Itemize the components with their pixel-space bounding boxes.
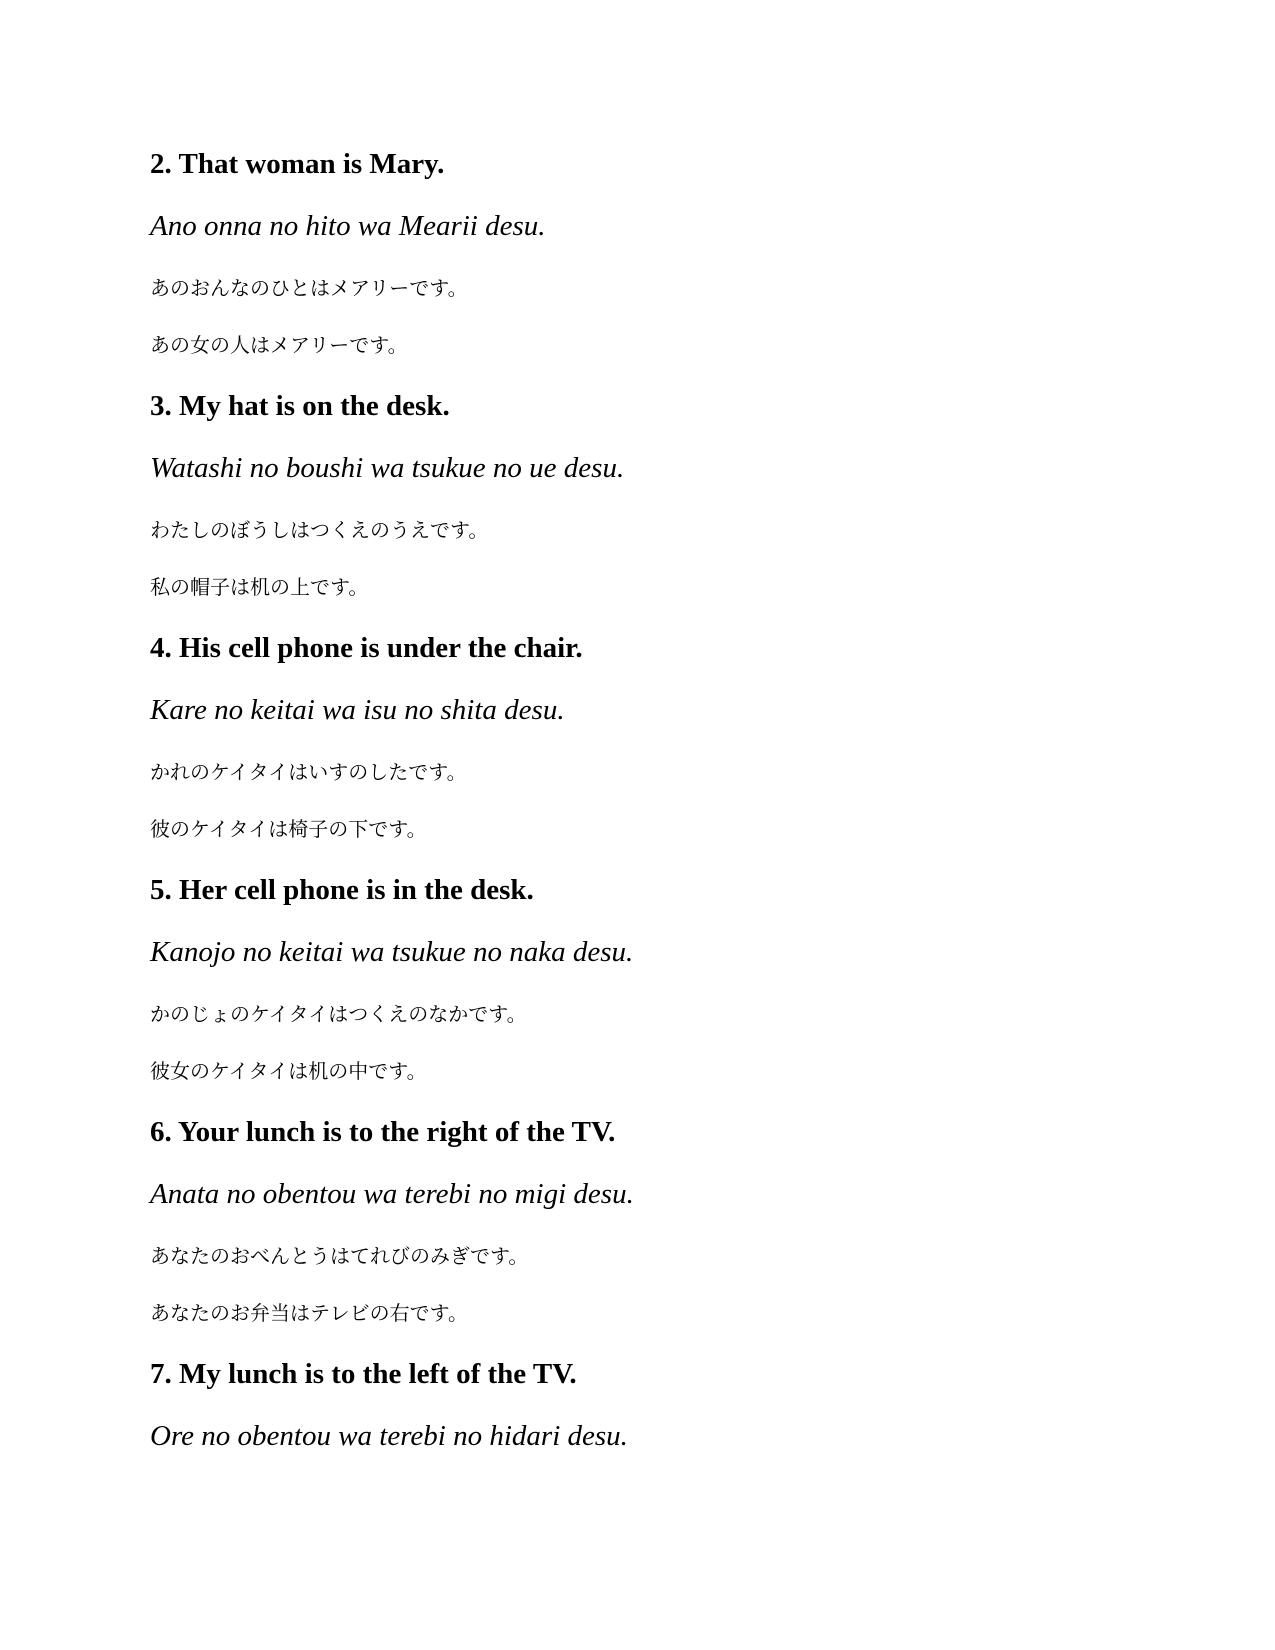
sentence-heading: 5. Her cell phone is in the desk. bbox=[150, 874, 534, 906]
sentence-heading: 7. My lunch is to the left of the TV. bbox=[150, 1358, 577, 1390]
sentence-romaji: Ano onna no hito wa Mearii desu. bbox=[150, 210, 546, 242]
sentence-kana: かれのケイタイはいすのしたです。 bbox=[150, 760, 467, 784]
sentence-kana: わたしのぼうしはつくえのうえです。 bbox=[150, 518, 489, 542]
sentence-kana: あのおんなのひとはメアリーです。 bbox=[150, 276, 468, 300]
sentence-heading: 4. His cell phone is under the chair. bbox=[150, 632, 583, 664]
sentence-kanji: 彼のケイタイは椅子の下です。 bbox=[150, 817, 427, 841]
sentence-romaji: Ore no obentou wa terebi no hidari desu. bbox=[150, 1420, 628, 1452]
sentence-heading: 2. That woman is Mary. bbox=[150, 148, 445, 180]
sentence-kanji: 彼女のケイタイは机の中です。 bbox=[150, 1059, 427, 1083]
sentence-romaji: Anata no obentou wa terebi no migi desu. bbox=[150, 1178, 634, 1210]
sentence-romaji: Kare no keitai wa isu no shita desu. bbox=[150, 694, 565, 726]
sentence-kanji: 私の帽子は机の上です。 bbox=[150, 575, 369, 599]
sentence-kanji: あの女の人はメアリーです。 bbox=[150, 333, 408, 357]
sentence-kana: あなたのおべんとうはてれびのみぎです。 bbox=[150, 1244, 529, 1268]
sentence-romaji: Watashi no boushi wa tsukue no ue desu. bbox=[150, 452, 625, 484]
sentence-kana: かのじょのケイタイはつくえのなかです。 bbox=[150, 1002, 527, 1026]
sentence-heading: 6. Your lunch is to the right of the TV. bbox=[150, 1116, 616, 1148]
sentence-heading: 3. My hat is on the desk. bbox=[150, 390, 450, 422]
sentence-kanji: あなたのお弁当はテレビの右です。 bbox=[150, 1301, 468, 1325]
sentence-romaji: Kanojo no keitai wa tsukue no naka desu. bbox=[150, 936, 634, 968]
